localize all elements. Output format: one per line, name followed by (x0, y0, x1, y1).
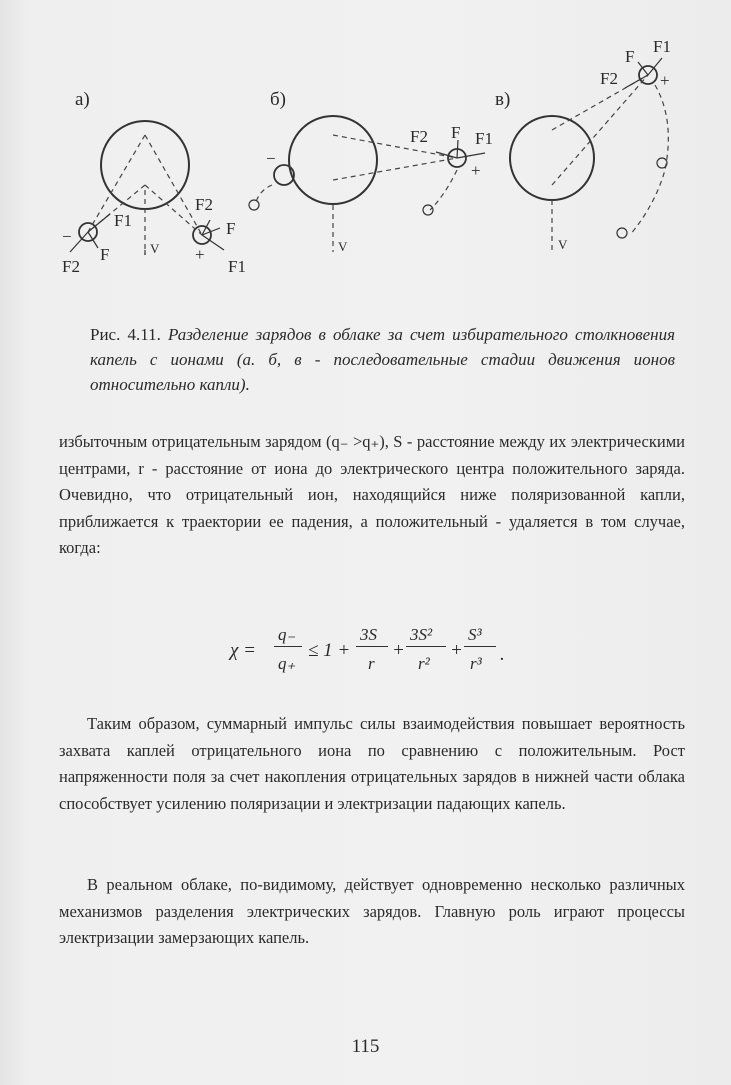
drop-b (289, 116, 377, 204)
panel-label-b: б) (270, 89, 286, 110)
figure-drawing (40, 20, 700, 300)
formula-t3-den: r³ (470, 654, 482, 673)
label-a-plus: + (195, 245, 205, 264)
formula-plus1: + (392, 640, 405, 661)
label-c-F2: F2 (600, 69, 618, 88)
label-c-F1: F1 (653, 37, 671, 56)
formula-t1-den: r (368, 654, 375, 673)
label-a-minus: − (62, 227, 72, 246)
formula-rest: ≤ 1 + (308, 640, 351, 661)
formula-bar-2 (356, 646, 388, 647)
label-a-F2-left: F2 (62, 257, 80, 276)
formula (230, 620, 530, 690)
formula-bar-4 (464, 646, 496, 647)
drop-c (510, 116, 594, 200)
panel-label-c: в) (495, 89, 511, 110)
label-c-plus: + (660, 71, 670, 90)
label-c-F: F (625, 47, 635, 66)
label-a-F-right: F (226, 219, 236, 238)
figure-caption (90, 322, 675, 397)
label-b-F: F (451, 123, 461, 142)
formula-chi: χ = (230, 640, 256, 661)
label-a-V: V (150, 241, 160, 256)
drop-a (101, 121, 189, 209)
formula-num: q₋ (278, 625, 296, 644)
label-b-V: V (338, 239, 348, 254)
label-a-F-left: F (100, 245, 110, 264)
label-a-F2-right: F2 (195, 195, 213, 214)
formula-t1-num: 3S (360, 625, 377, 644)
label-c-V: V (558, 237, 568, 252)
label-b-F1: F1 (475, 129, 493, 148)
formula-plus2: + (450, 640, 463, 661)
label-b-minus: − (266, 149, 276, 168)
panel-label-a: а) (75, 89, 90, 110)
formula-t3-num: S³ (468, 625, 482, 644)
label-a-F1-right: F1 (228, 257, 246, 276)
formula-bar-3 (406, 646, 446, 647)
formula-bar-1 (274, 646, 302, 647)
formula-t2-num: 3S² (410, 625, 433, 644)
label-b-plus: + (471, 161, 481, 180)
caption-number: Рис. 4.11. (90, 325, 161, 344)
label-a-F1-left: F1 (114, 211, 132, 230)
page-number: 115 (351, 1036, 380, 1057)
label-b-F2: F2 (410, 127, 428, 146)
paragraph-1: избыточным отрицательным зарядом (q₋ >q₊), S - расстояние между их электрическими центрами, r - расстояние от иона до электрического центра положительного заряда. Очевидно, что отрицательный ион, находящийся ниже поляризованной капли, приближается к траектории ее падения, а положительный - удаляется в том случае, когда: (59, 432, 685, 557)
paragraph-2: Таким образом, суммарный импульс силы взаимодействия повышает вероятность захвата каплей отрицательного иона по сравнению с положительным. Рост напряженности поля за счет накопления отрицательных зарядов в нижней части облака способствует усилению поляризации и электризации падающих капель. (59, 714, 685, 813)
formula-den: q₊ (278, 654, 296, 673)
formula-t2-den: r² (418, 654, 430, 673)
figure-4-11 (40, 20, 700, 300)
formula-end: . (500, 644, 505, 665)
caption-text: Разделение зарядов в облаке за счет избирательного столкновения капель с ионами (а. б, в - последовательные стадии движения ионов относительно капли). (90, 325, 676, 394)
paragraph-3: В реальном облаке, по-видимому, действует одновременно несколько различных механизмов разделения электрических зарядов. Главную роль играют процессы электризации замерзающих капель. (59, 875, 685, 947)
